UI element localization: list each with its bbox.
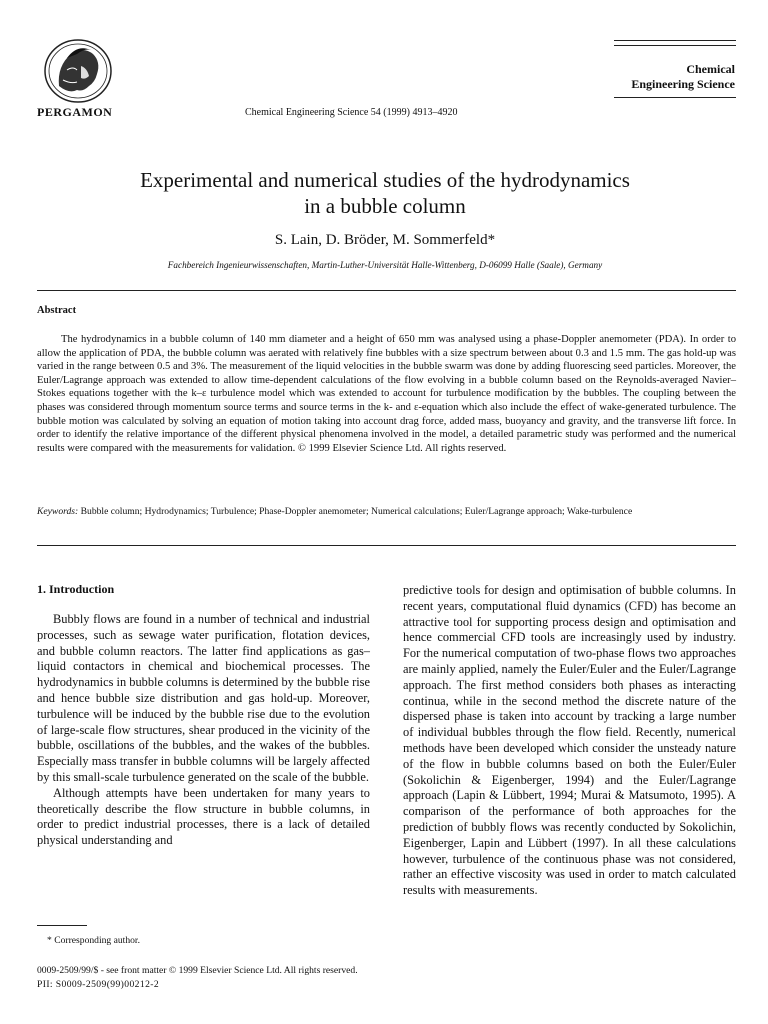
journal-name-line2: Engineering Science bbox=[631, 77, 735, 91]
section-heading: 1. Introduction bbox=[37, 582, 115, 596]
paragraph: Although attempts have been undertaken for many years to theoretically describe the flow structure in bubble columns, in order to predict industrial processes, there is a lack of detailed physical understanding and bbox=[37, 785, 370, 848]
footnote: * Corresponding author. bbox=[47, 935, 140, 946]
copyright-line: 0009-2509/99/$ - see front matter © 1999 Elsevier Science Ltd. All rights reserved. bbox=[37, 965, 358, 976]
title-line2: in a bubble column bbox=[304, 194, 466, 218]
section-divider bbox=[37, 290, 736, 291]
author-list: S. Lain, D. Bröder, M. Sommerfeld* bbox=[274, 232, 496, 248]
paragraph: Bubbly flows are found in a number of technical and industrial processes, such as sewage water purification, flotation devices, and bubble column reactors. The latter find applications as gas–liquid contactors in chemical and biochemical processes. The hydrodynamics in bubble columns is determined by the bubble rise and hence bubble size distribution and gas hold-up. Moreover, turbulence will be induced by the bubble rise due to the evolution of large-scale flow structures, shear produced in the vicinity of the bubble, oscillations of the bubbles, and the wakes of the bubbles. Especially mass transfer in bubble columns will be largely affected by this small-scale turbulence generated on the scale of the bubble. bbox=[37, 612, 370, 784]
author-affiliation: Fachbereich Ingenieurwissenschaften, Martin-Luther-Universität Halle-Wittenberg, D-06099 Halle (Saale), Germany bbox=[167, 260, 603, 270]
right-column bbox=[403, 583, 736, 899]
footnote-rule bbox=[37, 925, 87, 926]
publisher-name: PERGAMON bbox=[37, 105, 113, 119]
article-title bbox=[40, 167, 730, 219]
abstract-heading: Abstract bbox=[37, 305, 77, 316]
journal-name bbox=[590, 62, 735, 92]
section-divider bbox=[37, 545, 736, 546]
header-rule bbox=[614, 45, 736, 46]
paragraph: predictive tools for design and optimisation of bubble columns. In recent years, computational fluid dynamics (CFD) has become an attractive tool for supporting process design and optimisation and hence commercial CFD tools are increasingly used by industry. For the numerical computation of two-phase flows two approaches are mainly applied, namely the Euler/Euler and the Euler/Lagrange approach. The first method considers both phases as interacting continua, while in the second method the discrete nature of the dispersed phase is taken into account by tracking a large number of individual bubbles through the flow field. Recently, numerical methods have been developed which consider the unsteady nature of the flow in bubble columns based on both the Euler/Euler (Sokolichin & Eigenberger, 1994) and the Euler/Lagrange approach (Lapin & Lübbert, 1994; Murai & Matsumoto, 1995). A comparison of the performance of both approaches for the prediction of bubbly flows was recently conducted by Sokolichin, Eigenberger, Lapin and Lübbert (1997). In all these calculations however, turbulence of the continuous phase was not considered, rather an effective viscosity was used in order to match calculated results with measurements. bbox=[403, 583, 736, 898]
keywords-list: Bubble column; Hydrodynamics; Turbulence; Phase-Doppler anemometer; Numerical calculations; Euler/Lagrange approach; Wake-turbulence bbox=[78, 506, 633, 517]
keywords bbox=[37, 505, 736, 518]
publisher-logo-icon bbox=[37, 36, 119, 106]
pii-line: PII: S0009-2509(99)00212-2 bbox=[37, 979, 160, 990]
header-rule bbox=[614, 97, 736, 98]
journal-name-line1: Chemical bbox=[686, 62, 735, 76]
header-rule bbox=[614, 40, 736, 41]
journal-citation: Chemical Engineering Science 54 (1999) 4913–4920 bbox=[245, 107, 458, 118]
left-column bbox=[37, 612, 370, 849]
keywords-label: Keywords: bbox=[37, 506, 79, 517]
title-line1: Experimental and numerical studies of the hydrodynamics bbox=[140, 168, 630, 192]
abstract-text: The hydrodynamics in a bubble column of 140 mm diameter and a height of 650 mm was analysed using a phase-Doppler anemometer (PDA). In order to allow the application of PDA, the bubble column was aerated with relatively fine bubbles with a size spectrum between about 0.3 and 1.5 mm. The gas hold-up was varied in the range between 0.5 and 3%. The measurement of the liquid velocities in the bubble swarm was done by adding fluorescing seed particles. Moreover, the Euler/Lagrange approach was extended to allow time-dependent calculations of the flow evolving in a bubble column based on the Reynolds-averaged Navier–Stokes equations together with the k–ε turbulence model which was extended to account for turbulence modification by the bubbles. The coupling between the phases was considered through momentum source terms and source terms in the k- and ε-equation which also include the effect of wake-generated turbulence. The bubble motion was calculated by solving an equation of motion taking into account drag force, added mass, buoyancy and gravity, and the transverse lift force. In order to identify the relative importance of the different physical phenomena involved in the model, a detailed parametric study was performed and the numerical results were compared with the measurements for validation. © 1999 Elsevier Science Ltd. All rights reserved. bbox=[37, 334, 736, 454]
